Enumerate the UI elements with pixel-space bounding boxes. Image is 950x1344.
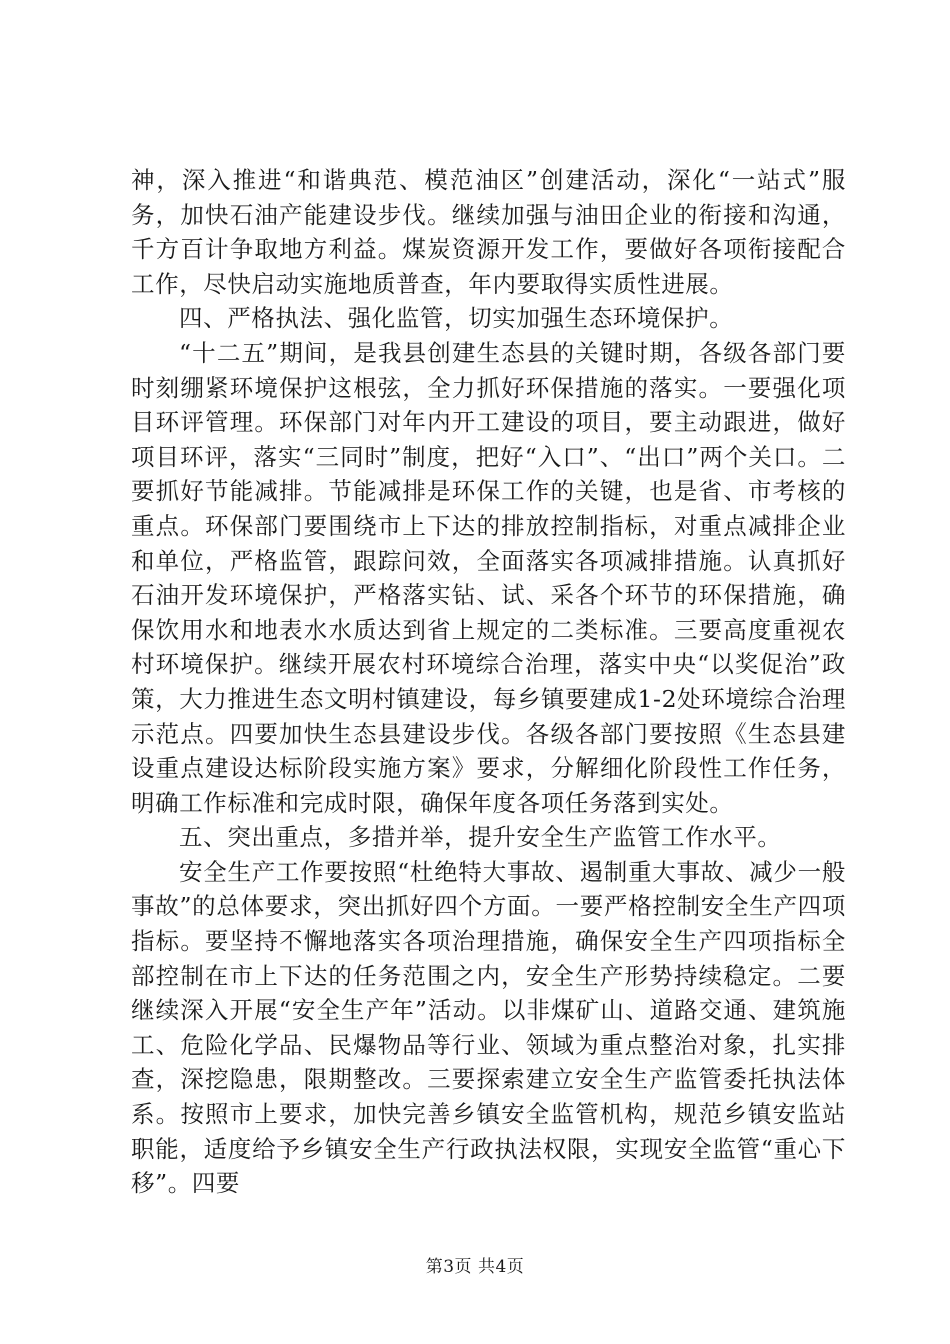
paragraph-continuation: 神，深入推进“和谐典范、模范油区”创建活动，深化“一站式”服务，加快石油产能建设步伐。继续加强与油田企业的衔接和沟通，千方百计争取地方利益。煤炭资源开发工作，要做好各项衔接配合工作，尽快启动实施地质普查，年内要取得实质性进展。 xyxy=(131,166,846,298)
paragraph-ecology: “十二五”期间，是我县创建生态县的关键时期，各级各部门要时刻绷紧环境保护这根弦，全力抓好环保措施的落实。一要强化项目环评管理。环保部门对年内开工建设的项目，要主动跟进，做好项目环评，落实“三同时”制度，把好“入口”、“出口”两个关口。二要抓好节能减排。节能减排是环保工作的关键，也是省、市考核的重点。环保部门要围绕市上下达的排放控制指标，对重点减排企业和单位，严格监管，跟踪问效，全面落实各项减排措施。认真抓好石油开发环境保护，严格落实钻、试、采各个环节的环保措施，确保饮用水和地表水水质达到省上规定的二类标准。三要高度重视农村环境保护。继续开展农村环境综合治理，落实中央“以奖促治”政策，大力推进生态文明村镇建设，每乡镇要建成1-2处环境综合治理示范点。四要加快生态县建设步伐。各级各部门要按照《生态县建设重点建设达标阶段实施方案》要求，分解细化阶段性工作任务，明确工作标准和完成时限，确保年度各项任务落到实处。 xyxy=(131,338,846,817)
section-heading-ecology: 四、严格执法、强化监管，切实加强生态环境保护。 xyxy=(179,304,734,333)
page-number-footer: 第3页 共4页 xyxy=(425,1257,525,1277)
document-body xyxy=(131,163,846,1201)
paragraph-safety: 安全生产工作要按照“杜绝特大事故、遏制重大事故、减少一般事故”的总体要求，突出抓好四个方面。一要严格控制安全生产四项指标。要坚持不懈地落实各项治理措施，确保安全生产四项指标全部控制在市上下达的任务范围之内，安全生产形势持续稳定。二要继续深入开展“安全生产年”活动。以非煤矿山、道路交通、建筑施工、危险化学品、民爆物品等行业、领域为重点整治对象，扎实排查，深挖隐患，限期整改。三要探索建立安全生产监管委托执法体系。按照市上要求，加快完善乡镇安全监管机构，规范乡镇安监站职能，适度给予乡镇安全生产行政执法权限，实现安全监管“重心下移”。四要 xyxy=(131,857,846,1198)
section-heading-safety: 五、突出重点，多措并举，提升安全生产监管工作水平。 xyxy=(179,823,782,852)
